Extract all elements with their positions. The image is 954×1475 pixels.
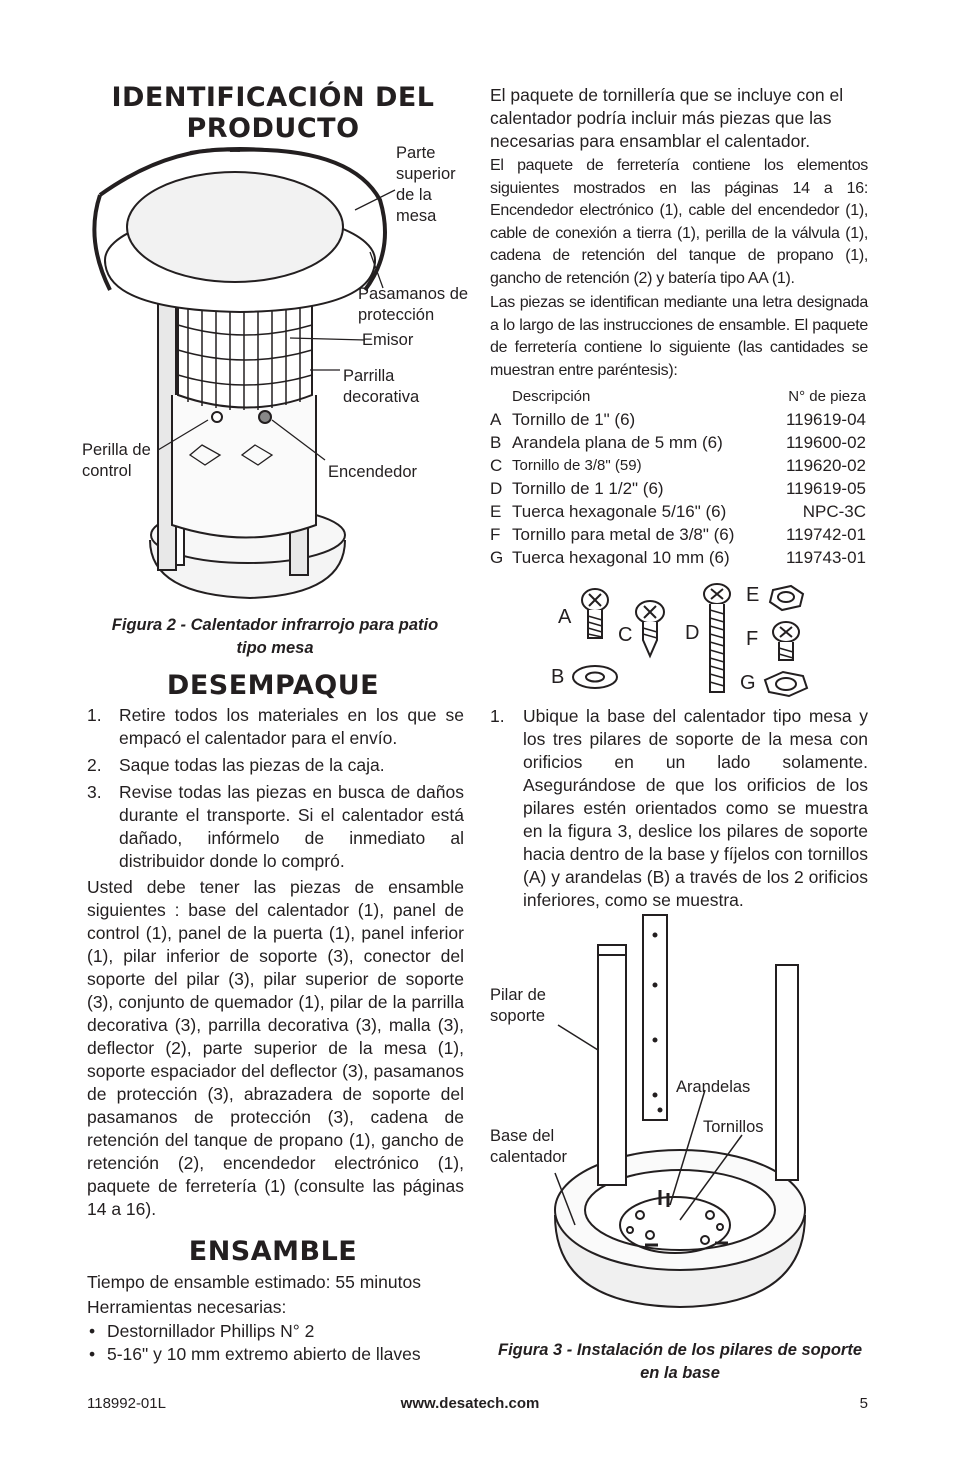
website-link[interactable]: www.desatech.com <box>400 1395 540 1412</box>
step-number: 1. <box>490 706 505 726</box>
part-number: 119619-04 <box>785 409 866 429</box>
assembly-step-1 <box>490 705 868 912</box>
step-text: Revise todas las piezas en busca de daños durante el transporte. Si el calentador está dañado, infórmelo de inmediato al distribuidor donde lo compró. <box>119 782 464 871</box>
hw-letter-a: A <box>558 606 572 628</box>
step-number: 3. <box>87 782 102 802</box>
fig2-label-control-knob: Perilla de control <box>82 441 151 480</box>
parts-header-part-number: N° de pieza <box>788 388 866 405</box>
fig2-label-emitter: Emisor <box>362 331 414 349</box>
unpack-step <box>87 754 464 777</box>
nut-e-icon <box>770 586 803 610</box>
parts-row <box>490 454 866 477</box>
hw-letter-c: C <box>618 624 633 646</box>
step-number: 2. <box>87 755 102 775</box>
parts-header-description: Descripción <box>512 388 591 405</box>
part-number: 119742-01 <box>785 524 866 544</box>
hw-letter-d: D <box>685 622 700 644</box>
part-letter: D <box>490 478 503 498</box>
assembly-time: Tiempo de ensamble estimado: 55 minutos <box>87 1272 421 1292</box>
screw-a-icon <box>582 589 608 638</box>
fig2-label-guard-rails: Pasamanos de protección <box>358 285 469 324</box>
product-id-title-line2: PRODUCTO <box>186 113 360 144</box>
product-id-title-line1: IDENTIFICACIÓN DEL <box>111 82 435 113</box>
parts-row <box>490 546 866 569</box>
fig3-label-washers: Arandelas <box>676 1078 751 1096</box>
part-description: Tornillo de 1" (6) <box>512 409 636 429</box>
part-number: 119743-01 <box>785 547 866 567</box>
fig2-caption: Figura 2 - Calentador infrarrojo para patio tipo mesa <box>111 616 439 657</box>
hw-letter-f: F <box>746 628 759 650</box>
tool-item: • 5-16" y 10 mm extremo abierto de llaves <box>87 1343 467 1366</box>
doc-number: 118992-01L <box>87 1395 166 1412</box>
part-description: Tuerca hexagonal 10 mm (6) <box>512 547 730 567</box>
hw-letter-e: E <box>746 584 760 606</box>
part-letter: E <box>490 501 502 521</box>
fig2-label-decorative-grille: Parrilla decorativa <box>343 367 420 406</box>
unpack-steps <box>87 704 464 877</box>
part-letter: F <box>490 524 501 544</box>
assembly-title: ENSAMBLE <box>188 1236 358 1267</box>
step-text: Saque todas las piezas de la caja. <box>119 755 385 775</box>
unpack-parts-paragraph: Usted debe tener las piezas de ensamble siguientes : base del calentador (1), panel de control (1), panel de la puerta (1), panel inferior (1), pilar inferior de soporte (3), conector del soporte del pilar (3), pilar superior de soporte (3), conjunto de quemador (1), pilar de la parrilla decorativa (3), parrilla decorativa (3), malla (3), deflector (2), parte superior de la mesa (1), soporte espaciador del deflector (3), pasamanos de protección (3), abrazadera de soporte del pasamanos de protección (3), cadena de retención del tanque de propano (1), gancho de retención (2), encendedor electrónico (1), paquete de ferretería (1) (consulte las páginas 14 a 16). <box>87 877 464 1219</box>
parts-row <box>490 477 866 500</box>
washer-b-icon <box>573 666 617 688</box>
part-letter: C <box>490 455 503 475</box>
parts-row <box>490 431 866 454</box>
product-id-title <box>88 82 458 144</box>
screw-c-icon <box>636 601 664 656</box>
fig3-caption: Figura 3 - Instalación de los pilares de soporte en la base <box>497 1341 862 1382</box>
unpack-step <box>87 781 464 873</box>
parts-row <box>490 408 866 431</box>
hw-letter-g: G <box>740 672 756 694</box>
tools-list <box>87 1320 467 1366</box>
parts-row <box>490 523 866 546</box>
parts-table-header <box>490 385 866 408</box>
part-description: Arandela plana de 5 mm (6) <box>512 432 723 452</box>
part-number: 119620-02 <box>785 455 866 475</box>
base-pillars-illustration <box>540 905 810 1325</box>
fig3-label-pillar: Pilar de soporte <box>490 986 546 1025</box>
step-text: Ubique la base del calentador tipo mesa y los tres pilares de soporte de la mesa con orificios en un lado solamente. Asegurándose de que los orificios de los pilares estén orientados como se muestra en la figura 3, deslice los pilares de soporte hacia dentro de la base y fíjelos con tornillos (A) y arandelas (B) a través de los 2 orificios inferiores, como se muestra. <box>523 706 868 910</box>
step-text: Retire todos los materiales en los que se empacó el calentador para el envío. <box>119 705 464 748</box>
parts-table <box>490 385 866 569</box>
fig3-label-screws: Tornillos <box>703 1118 764 1136</box>
parts-row <box>490 500 866 523</box>
part-letter: G <box>490 547 504 567</box>
tool-item: • Destornillador Phillips N° 2 <box>87 1320 467 1343</box>
fig2-label-table-top: Parte superior de la mesa <box>396 144 456 225</box>
part-letter: B <box>490 432 502 452</box>
hardware-paragraph-2: El paquete de ferretería contiene los elementos siguientes mostrados en las páginas 14 a 16: Encendedor electrónico (1), cable del encendedor (1), cable de conexión a tierra (1), perilla de la válvula (1), cadena de retención del tanque de propano (1), gancho de retención (2) y batería tipo AA (1). <box>490 157 868 287</box>
screw-d-icon <box>704 584 730 692</box>
unpack-title: DESEMPAQUE <box>166 670 380 701</box>
unpack-step <box>87 704 464 750</box>
part-number: 119619-05 <box>785 478 866 498</box>
page-number: 5 <box>859 1395 868 1412</box>
step-number: 1. <box>87 705 102 725</box>
part-description: Tornillo de 3/8" (59) <box>512 457 642 474</box>
tools-heading: Herramientas necesarias: <box>87 1297 287 1317</box>
nut-g-icon <box>765 672 807 696</box>
part-description: Tornillo de 1 1/2" (6) <box>512 478 664 498</box>
part-letter: A <box>490 409 502 429</box>
part-description: Tornillo para metal de 3/8" (6) <box>512 524 735 544</box>
part-number: NPC-3C <box>802 501 866 521</box>
hw-letter-b: B <box>551 666 565 688</box>
fig3-label-base: Base del calentador <box>490 1127 568 1166</box>
fig2-label-igniter: Encendedor <box>328 463 417 481</box>
part-number: 119600-02 <box>785 432 866 452</box>
hardware-paragraph-3: Las piezas se identifican mediante una letra designada a lo largo de las instrucciones de ensamble. El paquete de ferretería contiene lo siguiente (las cantidades se muestran entre paréntesis): <box>490 294 868 379</box>
part-description: Tuerca hexagonale 5/16" (6) <box>512 501 727 521</box>
hardware-paragraph-1: El paquete de tornillería que se incluye con el calentador podría incluir más piezas que las necesarias para ensamblar el calentador. <box>490 85 844 151</box>
bolt-f-icon <box>773 622 799 660</box>
